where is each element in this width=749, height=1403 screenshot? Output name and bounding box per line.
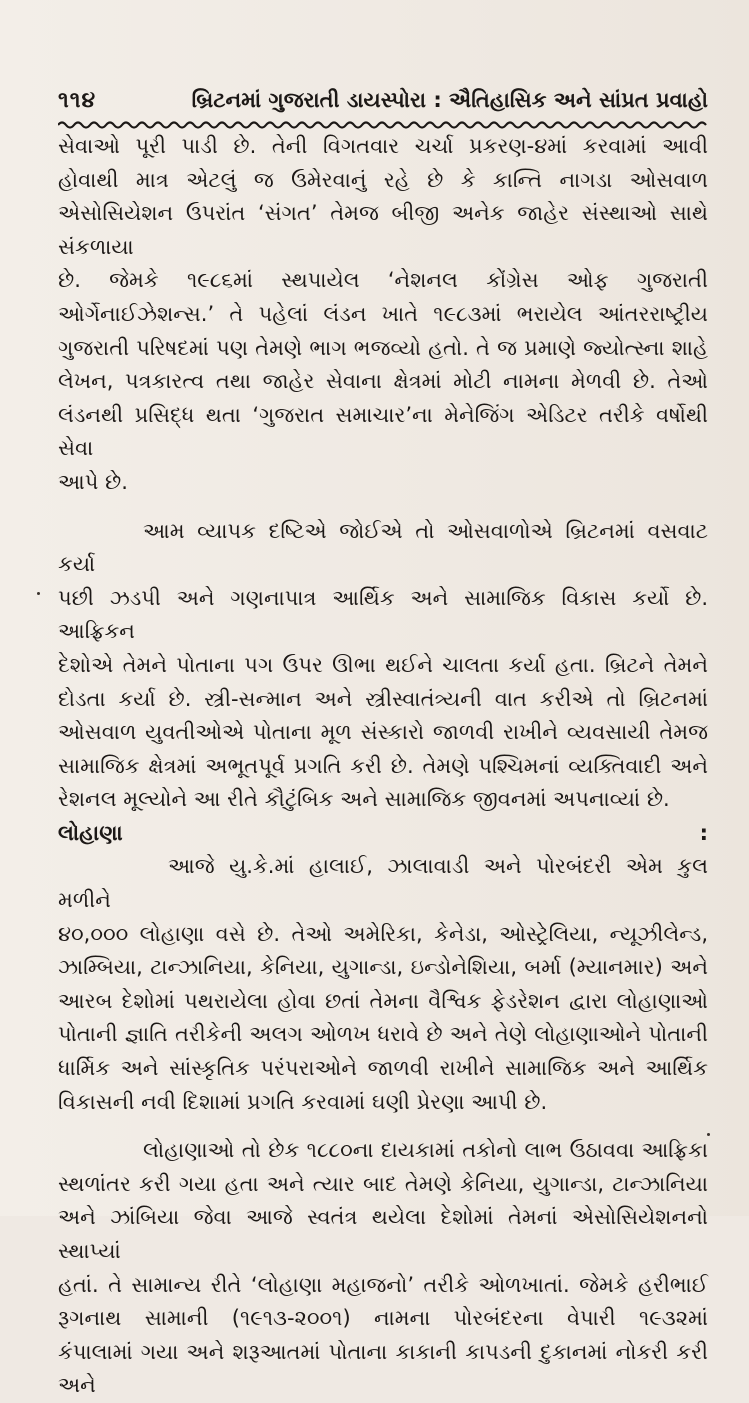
text-line: દોડતા કર્યા છે. સ્ત્રી-સન્માન અને સ્ત્રીસ્વાતંત્ર્યની વાત કરીએ તો બ્રિટનમાં	[58, 686, 708, 711]
text-line: છે. જેમકે ૧૯૮૬માં સ્થપાયેલ ‘નેશનલ કોંગ્રેસ ઓફ ગુજરાતી	[58, 268, 708, 293]
text-line: રૂગનાથ સામાની (૧૯૧૩-૨૦૦૧) નામના પોરબંદરના વેપારી ૧૯૩૨માં	[58, 1306, 708, 1331]
text-line: દેશોએ તેમને પોતાના પગ ઉપર ઊભા થઈને ચાલતા કર્યા હતા. બ્રિટને તેમને	[58, 652, 708, 677]
text-line: હોવાથી માત્ર એટલું જ ઉમેરવાનું રહે છે કે કાન્તિ નાગડા ઓસવાળ	[58, 167, 708, 192]
text-line: વિકાસની નવી દિશામાં પ્રગતિ કરવામાં ઘણી પ્રેરણા આપી છે.	[58, 1089, 548, 1114]
text-line: લોહાણાઓ તો છેક ૧૮૮૦ના દાયકામાં તકોનો લાભ ઉઠાવવા આફ્રિકા	[143, 1138, 708, 1163]
text-line: રેશનલ મૂલ્યોને આ રીતે કૌટુંબિક અને સામાજિક જીવનમાં અપનાવ્યાં છે.	[58, 787, 670, 812]
running-title: બ્રિટનમાં ગુજરાતી ડાયસ્પોરા : ઐતિહાસિક અને સાંપ્રત પ્રવાહો	[191, 88, 708, 112]
paragraph-1	[58, 130, 708, 500]
paragraph-4	[58, 1134, 708, 1403]
print-speck	[37, 592, 40, 595]
text-line: ઓર્ગેનાઈઝેશન્સ.’ તે પહેલાં લંડન ખાતે ૧૯૮૩માં ભરાયેલ આંતરરાષ્ટ્રીય	[58, 301, 708, 326]
page-header	[58, 88, 708, 118]
text-line: સેવાઓ પૂરી પાડી છે. તેની વિગતવાર ચર્ચા પ્રકરણ-૪માં કરવામાં આવી	[58, 134, 708, 158]
text-line: ૪૦,૦૦૦ લોહાણા વસે છે. તેઓ અમેરિકા, કેનેડા, ઓસ્ટ્રેલિયા, ન્યૂઝીલેન્ડ,	[58, 921, 708, 946]
page-number: ૧૧૪	[58, 88, 97, 113]
text-line: સામાજિક ક્ષેત્રમાં અભૂતપૂર્વ પ્રગતિ કરી છે. તેમણે પશ્ચિમનાં વ્યક્તિવાદી અને	[58, 753, 708, 778]
text-line: આરબ દેશોમાં પથરાયેલા હોવા છતાં તેમના વૈશ્વિક ફેડરેશન દ્વારા લોહાણાઓ	[58, 988, 708, 1013]
text-line: ઓસવાળ યુવતીઓએ પોતાના મૂળ સંસ્કારો જાળવી રાખીને વ્યવસાયી તેમજ	[58, 720, 708, 745]
print-speck	[707, 1133, 710, 1136]
text-line: આમ વ્યાપક દષ્ટિએ જોઈએ તો ઓસવાળોએ બ્રિટનમાં વસવાટ કર્યા	[58, 518, 708, 577]
text-line: ગુજરાતી પરિષદમાં પણ તેમણે ભાગ ભજવ્યો હતો. તે જ પ્રમાણે જ્યોત્સ્ના શાહે	[58, 335, 708, 360]
text-line: લેખન, પત્રકારત્વ તથા જાહેર સેવાના ક્ષેત્રમાં મોટી નામના મેળવી છે. તેઓ	[58, 369, 708, 394]
text-line: સ્થળાંતર કરી ગયા હતા અને ત્યાર બાદ તેમણે કેનિયા, યુગાન્ડા, ટાન્ઝાનિયા	[58, 1171, 708, 1196]
text-line: પછી ઝડપી અને ગણનાપાત્ર આર્થિક અને સામાજિક વિકાસ કર્યો છે. આફ્રિકન	[58, 585, 708, 644]
paragraph-3	[58, 817, 708, 1119]
text-line: આજે યુ.કે.માં હાલાઈ, ઝાલાવાડી અને પોરબંદરી એમ કુલ મળીને	[58, 854, 708, 913]
text-line: લંડનથી પ્રસિદ્ધ થતા ‘ગુજરાત સમાચાર’ના મેનેજિંગ એડિટર તરીકે વર્ષોથી સેવા	[58, 402, 708, 461]
text-line: અને ઝાંબિયા જેવા આજે સ્વતંત્ર થયેલા દેશોમાં તેમનાં એસોસિયેશનનો સ્થાપ્યાં	[58, 1205, 708, 1263]
text-line: ધાર્મિક અને સાંસ્કૃતિક પરંપરાઓને જાળવી રાખીને સામાજિક અને આર્થિક	[58, 1056, 708, 1081]
section-heading: લોહાણા :	[58, 820, 708, 845]
body-text	[58, 130, 708, 1403]
paragraph-2	[58, 515, 708, 817]
text-line: આપે છે.	[58, 469, 128, 494]
text-line: કંપાલામાં ગયા અને શરૂઆતમાં પોતાના કાકાની કાપડની દુકાનમાં નોકરી કરી અને	[58, 1339, 708, 1398]
text-line: પોતાની જ્ઞાતિ તરીકેની અલગ ઓળખ ધરાવે છે અને તેણે લોહાણાઓને પોતાની	[58, 1022, 708, 1047]
text-line: હતાં. તે સામાન્ય રીતે ‘લોહાણા મહાજનો’ તરીકે ઓળખાતાં. જેમકે હરીભાઈ	[58, 1272, 708, 1297]
text-line: ઝામ્બિયા, ટાન્ઝાનિયા, કેનિયા, યુગાન્ડા, ઇન્ડોનેશિયા, બર્મા (મ્યાનમાર) અને	[58, 955, 708, 980]
text-line: એસોસિયેશન ઉપરાંત ‘સંગત’ તેમજ બીજી અનેક જાહેર સંસ્થાઓ સાથે સંકળાયા	[58, 201, 708, 259]
